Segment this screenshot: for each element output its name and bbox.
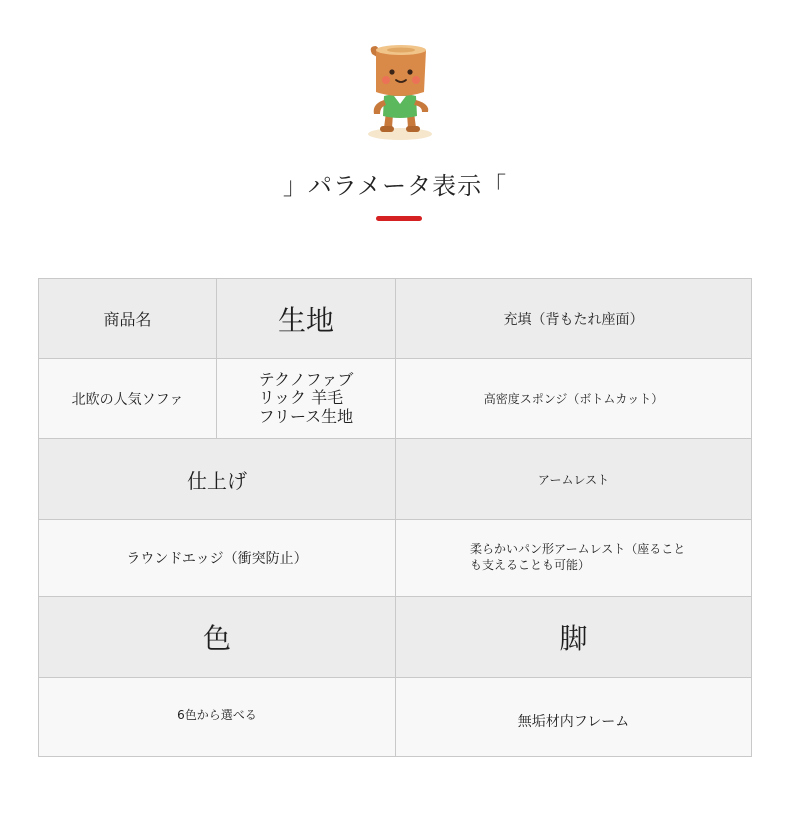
fabric-line: フリース生地: [258, 406, 354, 426]
header-armrest: アームレスト: [395, 438, 752, 520]
value-legs: 無垢材内フレーム: [395, 677, 752, 757]
value-product-name: 北欧の人気ソファ: [38, 358, 217, 439]
title-underline: [376, 216, 422, 221]
value-fabric: [216, 358, 396, 439]
header-legs: 脚: [395, 596, 752, 678]
wood-stump-mascot: [362, 42, 438, 142]
header-color: 色: [38, 596, 396, 678]
fabric-line: リック 羊毛: [258, 388, 344, 408]
value-finish: ラウンドエッジ（衝突防止）: [38, 519, 396, 597]
value-armrest: [395, 519, 752, 597]
header-finish: 仕上げ: [38, 438, 396, 520]
value-color: 6色から選べる: [38, 677, 396, 757]
header-fabric: 生地: [216, 278, 396, 359]
armrest-lines: [396, 542, 747, 573]
page-title: 」パラメータ表示「: [282, 172, 508, 200]
armrest-line: も支えることも可能）: [470, 558, 591, 572]
header-product-name: 商品名: [38, 278, 217, 359]
header-filling: 充填（背もたれ座面）: [395, 278, 752, 359]
fabric-line: テクノファブ: [258, 369, 354, 389]
armrest-line: 柔らかいパン形アームレスト（座ること: [470, 542, 686, 557]
fabric-lines: [259, 371, 354, 426]
parameter-table: [38, 278, 752, 757]
value-filling: 高密度スポンジ（ボトムカット）: [395, 358, 752, 439]
